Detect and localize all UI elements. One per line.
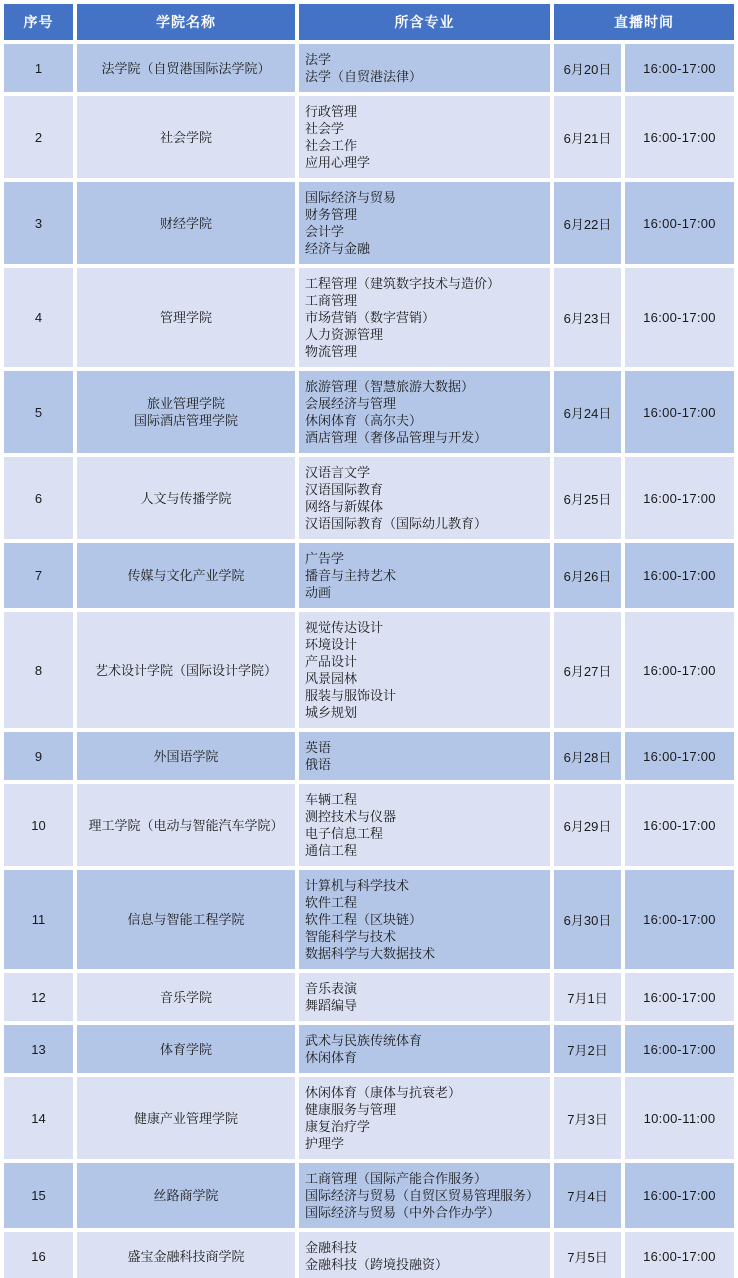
major-item: 国际经济与贸易（自贸区贸易管理服务） bbox=[305, 1188, 540, 1203]
college-name-line: 理工学院（电动与智能汽车学院） bbox=[88, 817, 284, 833]
college-name-line: 旅业管理学院 bbox=[146, 396, 225, 411]
broadcast-time-cell: 16:00-17:00 bbox=[625, 1232, 734, 1278]
major-item: 播音与主持艺术 bbox=[305, 568, 397, 583]
college-name-line: 管理学院 bbox=[159, 310, 212, 325]
college-name-line: 法学院（自贸港国际法学院） bbox=[101, 60, 271, 76]
table-row bbox=[4, 96, 734, 178]
majors-cell bbox=[299, 973, 550, 1021]
broadcast-time-cell: 16:00-17:00 bbox=[625, 44, 734, 92]
majors-cell bbox=[299, 732, 550, 780]
college-name-cell bbox=[77, 182, 295, 264]
major-item: 金融科技（跨境投融资） bbox=[305, 1257, 449, 1272]
major-item: 数据科学与大数据技术 bbox=[305, 946, 436, 961]
majors-cell bbox=[299, 870, 550, 969]
broadcast-date-cell: 7月4日 bbox=[554, 1163, 621, 1228]
major-item: 市场营销（数字营销） bbox=[305, 310, 436, 325]
row-index-cell: 10 bbox=[4, 784, 73, 866]
table-row bbox=[4, 612, 734, 728]
major-item: 休闲体育（康体与抗衰老） bbox=[305, 1085, 462, 1100]
header-college: 学院名称 bbox=[77, 4, 295, 40]
majors-cell bbox=[299, 96, 550, 178]
major-item: 休闲体育（高尔夫） bbox=[305, 413, 423, 428]
major-item: 产品设计 bbox=[305, 654, 358, 669]
broadcast-time-cell: 16:00-17:00 bbox=[625, 612, 734, 728]
major-item: 车辆工程 bbox=[305, 792, 358, 807]
major-item: 汉语言文学 bbox=[305, 465, 371, 480]
table-row bbox=[4, 1077, 734, 1159]
major-item: 法学（自贸港法律） bbox=[305, 69, 423, 84]
major-item: 行政管理 bbox=[305, 104, 358, 119]
major-item: 网络与新媒体 bbox=[305, 499, 384, 514]
broadcast-time-cell: 16:00-17:00 bbox=[625, 732, 734, 780]
college-name-cell bbox=[77, 371, 295, 453]
major-item: 广告学 bbox=[305, 551, 345, 566]
major-item: 护理学 bbox=[305, 1136, 345, 1151]
table-row bbox=[4, 371, 734, 453]
broadcast-date-cell: 7月1日 bbox=[554, 973, 621, 1021]
major-item: 服装与服饰设计 bbox=[305, 688, 397, 703]
majors-cell bbox=[299, 784, 550, 866]
majors-cell bbox=[299, 612, 550, 728]
broadcast-time-cell: 16:00-17:00 bbox=[625, 371, 734, 453]
college-name-cell bbox=[77, 732, 295, 780]
row-index-cell: 6 bbox=[4, 457, 73, 539]
major-item: 工商管理 bbox=[305, 293, 358, 308]
major-item: 经济与金融 bbox=[305, 241, 371, 256]
broadcast-date-cell: 7月3日 bbox=[554, 1077, 621, 1159]
major-item: 软件工程（区块链） bbox=[305, 912, 423, 927]
broadcast-date-cell: 6月21日 bbox=[554, 96, 621, 178]
broadcast-time-cell: 16:00-17:00 bbox=[625, 268, 734, 367]
row-index-cell: 11 bbox=[4, 870, 73, 969]
broadcast-time-cell: 16:00-17:00 bbox=[625, 870, 734, 969]
major-item: 通信工程 bbox=[305, 843, 358, 858]
broadcast-date-cell: 6月27日 bbox=[554, 612, 621, 728]
major-item: 物流管理 bbox=[305, 344, 358, 359]
major-item: 人力资源管理 bbox=[305, 327, 384, 342]
broadcast-date-cell: 6月24日 bbox=[554, 371, 621, 453]
college-name-line: 人文与传播学院 bbox=[140, 490, 232, 506]
major-item: 社会工作 bbox=[305, 138, 358, 153]
college-name-cell bbox=[77, 44, 295, 92]
college-name-line: 体育学院 bbox=[159, 1041, 212, 1057]
college-name-cell bbox=[77, 457, 295, 539]
header-live-time: 直播时间 bbox=[554, 4, 734, 40]
broadcast-date-cell: 6月22日 bbox=[554, 182, 621, 264]
major-item: 视觉传达设计 bbox=[305, 620, 384, 635]
broadcast-date-cell: 6月20日 bbox=[554, 44, 621, 92]
broadcast-date-cell: 6月29日 bbox=[554, 784, 621, 866]
major-item: 会展经济与管理 bbox=[305, 396, 397, 411]
major-item: 应用心理学 bbox=[305, 155, 371, 170]
broadcast-time-cell: 16:00-17:00 bbox=[625, 182, 734, 264]
broadcast-time-cell: 16:00-17:00 bbox=[625, 1163, 734, 1228]
major-item: 康复治疗学 bbox=[305, 1119, 371, 1134]
row-index-cell: 16 bbox=[4, 1232, 73, 1278]
major-item: 酒店管理（奢侈品管理与开发） bbox=[305, 430, 488, 445]
college-name-cell bbox=[77, 1077, 295, 1159]
major-item: 电子信息工程 bbox=[305, 826, 384, 841]
row-index-cell: 12 bbox=[4, 973, 73, 1021]
row-index-cell: 4 bbox=[4, 268, 73, 367]
table-row bbox=[4, 1163, 734, 1228]
major-item: 金融科技 bbox=[305, 1240, 358, 1255]
college-name-cell bbox=[77, 973, 295, 1021]
broadcast-date-cell: 6月25日 bbox=[554, 457, 621, 539]
college-name-cell bbox=[77, 1232, 295, 1278]
major-item: 城乡规划 bbox=[305, 705, 358, 720]
row-index-cell: 8 bbox=[4, 612, 73, 728]
major-item: 动画 bbox=[305, 585, 332, 600]
major-item: 环境设计 bbox=[305, 637, 358, 652]
row-index-cell: 7 bbox=[4, 543, 73, 608]
college-name-line: 社会学院 bbox=[159, 129, 212, 145]
college-name-cell bbox=[77, 870, 295, 969]
table-body bbox=[4, 44, 734, 1278]
broadcast-date-cell: 6月28日 bbox=[554, 732, 621, 780]
college-name-cell bbox=[77, 268, 295, 367]
broadcast-date-cell: 6月30日 bbox=[554, 870, 621, 969]
college-name-line: 健康产业管理学院 bbox=[133, 1110, 238, 1126]
table-row bbox=[4, 44, 734, 92]
broadcast-time-cell: 10:00-11:00 bbox=[625, 1077, 734, 1159]
row-index-cell: 14 bbox=[4, 1077, 73, 1159]
major-item: 舞蹈编导 bbox=[305, 998, 358, 1013]
majors-cell bbox=[299, 457, 550, 539]
row-index-cell: 3 bbox=[4, 182, 73, 264]
row-index-cell: 5 bbox=[4, 371, 73, 453]
college-name-cell bbox=[77, 96, 295, 178]
major-item: 工程管理（建筑数字技术与造价） bbox=[305, 276, 501, 291]
major-item: 法学 bbox=[305, 52, 332, 67]
college-name-cell bbox=[77, 784, 295, 866]
major-item: 旅游管理（智慧旅游大数据） bbox=[305, 379, 475, 394]
row-index-cell: 15 bbox=[4, 1163, 73, 1228]
college-name-line: 丝路商学院 bbox=[153, 1188, 219, 1203]
college-name-cell bbox=[77, 1163, 295, 1228]
major-item: 社会学 bbox=[305, 121, 345, 136]
table-row bbox=[4, 457, 734, 539]
major-item: 风景园林 bbox=[305, 671, 358, 686]
college-name-cell bbox=[77, 543, 295, 608]
majors-cell bbox=[299, 543, 550, 608]
row-index-cell: 1 bbox=[4, 44, 73, 92]
broadcast-time-cell: 16:00-17:00 bbox=[625, 973, 734, 1021]
major-item: 计算机与科学技术 bbox=[305, 878, 410, 893]
majors-cell bbox=[299, 268, 550, 367]
college-name-line: 音乐学院 bbox=[159, 989, 212, 1005]
broadcast-date-cell: 6月23日 bbox=[554, 268, 621, 367]
major-item: 英语 bbox=[305, 740, 332, 755]
college-name-line: 外国语学院 bbox=[153, 748, 219, 764]
major-item: 财务管理 bbox=[305, 207, 358, 222]
table-row bbox=[4, 1025, 734, 1073]
broadcast-time-cell: 16:00-17:00 bbox=[625, 457, 734, 539]
major-item: 会计学 bbox=[305, 224, 345, 239]
majors-cell bbox=[299, 1077, 550, 1159]
major-item: 软件工程 bbox=[305, 895, 358, 910]
college-name-line: 艺术设计学院（国际设计学院） bbox=[94, 662, 277, 678]
college-name-line: 信息与智能工程学院 bbox=[127, 912, 245, 927]
major-item: 工商管理（国际产能合作服务） bbox=[305, 1171, 488, 1186]
major-item: 音乐表演 bbox=[305, 981, 358, 996]
major-item: 武术与民族传统体育 bbox=[305, 1033, 423, 1048]
row-index-cell: 2 bbox=[4, 96, 73, 178]
header-majors: 所含专业 bbox=[299, 4, 550, 40]
row-index-cell: 9 bbox=[4, 732, 73, 780]
majors-cell bbox=[299, 1025, 550, 1073]
broadcast-date-cell: 7月5日 bbox=[554, 1232, 621, 1278]
college-name-cell bbox=[77, 1025, 295, 1073]
table-header-row bbox=[4, 4, 734, 40]
college-name-cell bbox=[77, 612, 295, 728]
table-row bbox=[4, 973, 734, 1021]
major-item: 智能科学与技术 bbox=[305, 929, 397, 944]
row-index-cell: 13 bbox=[4, 1025, 73, 1073]
majors-cell bbox=[299, 1163, 550, 1228]
major-item: 国际经济与贸易（中外合作办学） bbox=[305, 1205, 501, 1220]
major-item: 俄语 bbox=[305, 757, 332, 772]
majors-cell bbox=[299, 182, 550, 264]
majors-cell bbox=[299, 371, 550, 453]
broadcast-date-cell: 7月2日 bbox=[554, 1025, 621, 1073]
broadcast-time-cell: 16:00-17:00 bbox=[625, 543, 734, 608]
majors-cell bbox=[299, 1232, 550, 1278]
major-item: 国际经济与贸易 bbox=[305, 190, 397, 205]
college-name-line: 国际酒店管理学院 bbox=[133, 413, 238, 428]
table-row bbox=[4, 1232, 734, 1278]
header-index: 序号 bbox=[4, 4, 73, 40]
major-item: 汉语国际教育 bbox=[305, 482, 384, 497]
table-row bbox=[4, 732, 734, 780]
college-name-line: 传媒与文化产业学院 bbox=[127, 568, 245, 583]
table-row bbox=[4, 784, 734, 866]
college-name-line: 财经学院 bbox=[159, 215, 212, 231]
table-row bbox=[4, 182, 734, 264]
major-item: 健康服务与管理 bbox=[305, 1102, 397, 1117]
major-item: 汉语国际教育（国际幼儿教育） bbox=[305, 516, 488, 531]
major-item: 休闲体育 bbox=[305, 1050, 358, 1065]
table-row bbox=[4, 268, 734, 367]
broadcast-time-cell: 16:00-17:00 bbox=[625, 1025, 734, 1073]
broadcast-date-cell: 6月26日 bbox=[554, 543, 621, 608]
table-row bbox=[4, 543, 734, 608]
broadcast-time-cell: 16:00-17:00 bbox=[625, 784, 734, 866]
major-item: 测控技术与仪器 bbox=[305, 809, 397, 824]
majors-cell bbox=[299, 44, 550, 92]
college-name-line: 盛宝金融科技商学院 bbox=[127, 1248, 245, 1264]
broadcast-time-cell: 16:00-17:00 bbox=[625, 96, 734, 178]
table-row bbox=[4, 870, 734, 969]
